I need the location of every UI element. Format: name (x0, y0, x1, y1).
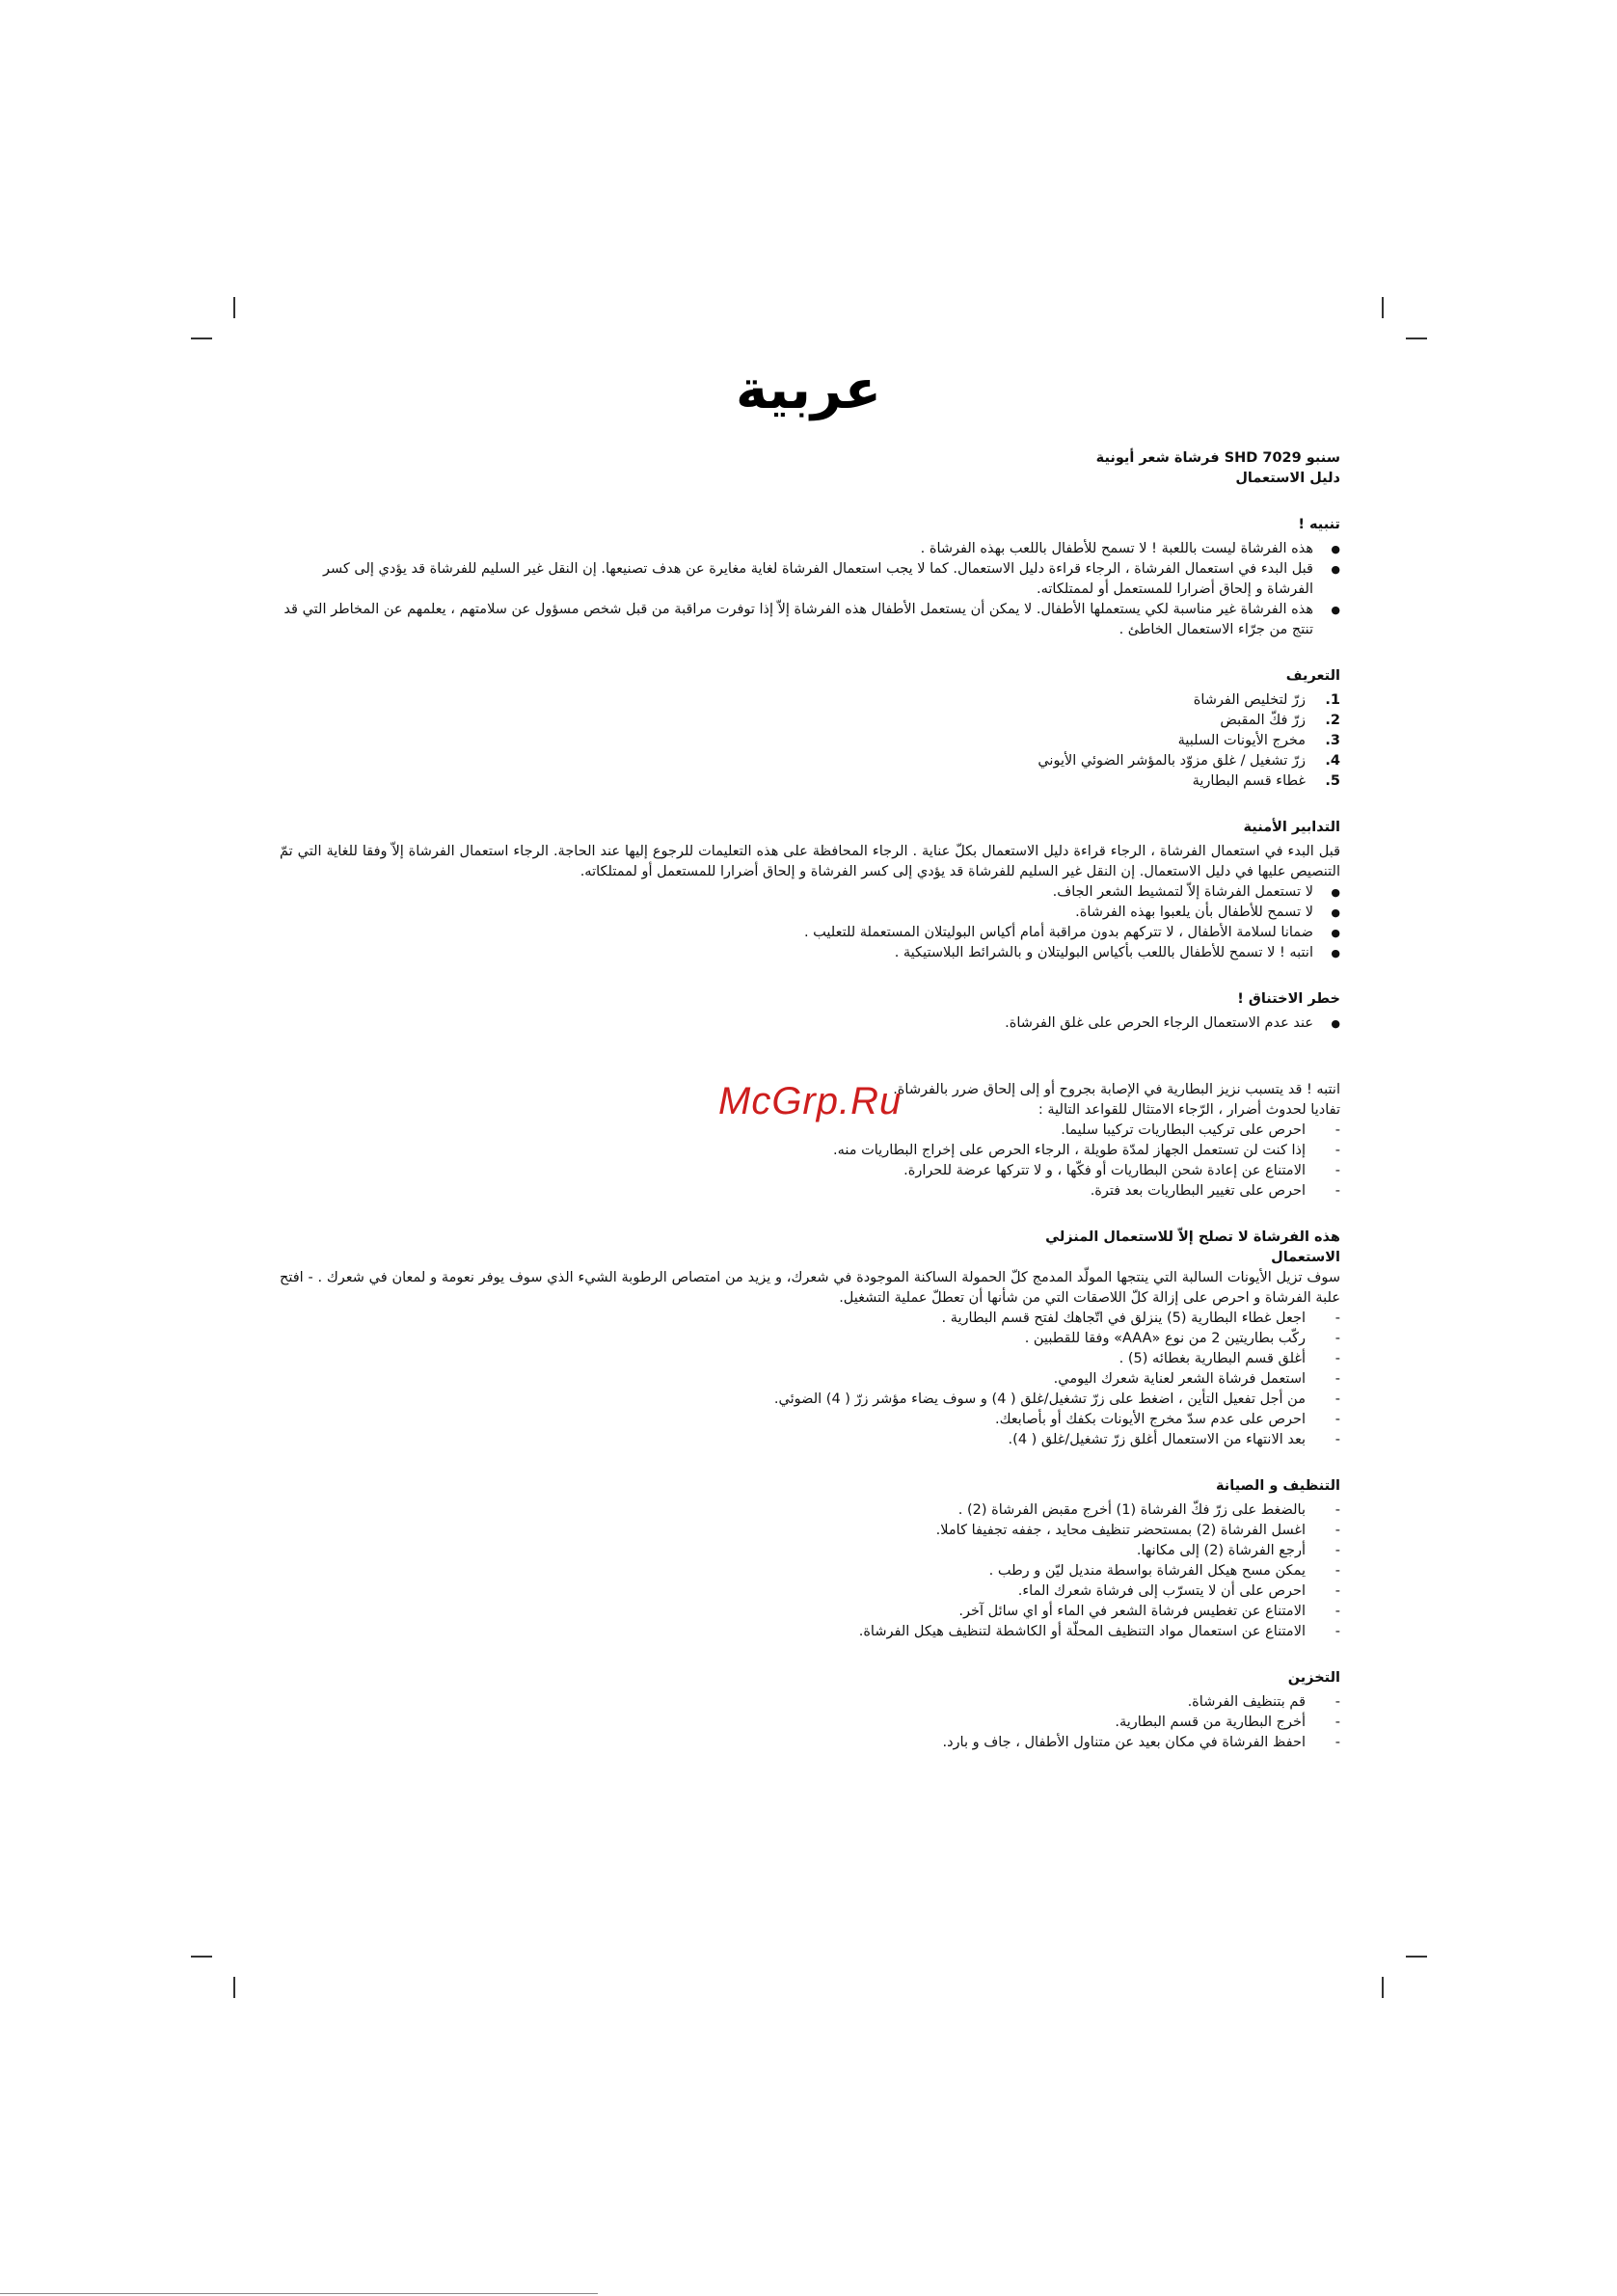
list-item (280, 751, 1340, 771)
usage-heading: الاستعمال (1271, 1250, 1340, 1265)
item-text: مخرج الأيونات السلبية (1177, 733, 1306, 748)
list-item: - احرص على تغيير البطاريات بعد فترة. (280, 1181, 1306, 1202)
choking-list (280, 1013, 1340, 1034)
crop-mark-bottom-right-vertical (1382, 1977, 1384, 1998)
list-item: - يمكن مسح هيكل الفرشاة بواسطة منديل ليّن و رطب . (280, 1561, 1306, 1581)
item-number: 2. (1325, 713, 1340, 728)
warning-list (280, 539, 1340, 640)
list-item: - بالضغط على زرّ فكّ الفرشاة (1) أخرج مقبض الفرشاة (2) . (280, 1500, 1306, 1521)
list-item: - بعد الانتهاء من الاستعمال أغلق زرّ تشغيل/غلق ( 4). (280, 1430, 1306, 1450)
list-item: - استعمل فرشاة الشعر لعناية شعرك اليومي. (280, 1369, 1306, 1390)
cleaning-heading: التنظيف و الصيانة (1216, 1478, 1340, 1494)
list-item: ● عند عدم الاستعمال الرجاء الحرص على غلق الفرشاة. (280, 1013, 1313, 1034)
cleaning-section (280, 1476, 1340, 1642)
list-item: - أغلق قسم البطارية بغطائه (5) . (280, 1349, 1306, 1369)
list-item: ● هذه الفرشاة غير مناسبة لكي يستعملها الأطفال. لا يمكن أن يستعمل الأطفال هذه الفرشاة إلاّ إذا توفرت مراقبة من قبل شخص مسؤول عن سلامتهم ، يعلمهم عن المخاطر التي قد تنتج من جرّاء الاستعمال الخاطئ . (280, 600, 1313, 640)
safety-section (280, 818, 1340, 963)
manual-subtitle: دليل الاستعمال (1235, 471, 1340, 486)
choking-section (280, 989, 1340, 1034)
list-item: - أرجع الفرشاة (2) إلى مكانها. (280, 1541, 1306, 1561)
list-item: ● لا تستعمل الفرشاة إلاّ لتمشيط الشعر الجاف. (280, 882, 1313, 903)
product-title: سنبو SHD 7029 فرشاة شعر أيونية (1095, 450, 1340, 466)
crop-mark-top-left-horizontal (191, 338, 212, 339)
definition-section (280, 666, 1340, 792)
storage-list (280, 1692, 1340, 1753)
cleaning-list (280, 1500, 1340, 1642)
page-title: عربية (736, 359, 881, 421)
list-item: - احرص على تركيب البطاريات تركيبا سليما. (280, 1121, 1306, 1141)
usage-section (280, 1228, 1340, 1450)
item-number: 3. (1325, 733, 1340, 748)
list-item: - قم بتنظيف الفرشاة. (280, 1692, 1306, 1713)
battery-rules-intro: تفاديا لحدوث أضرار ، الرّجاء الامتثال للقواعد التالية : (1038, 1102, 1340, 1118)
list-item: - إذا كنت لن تستعمل الجهاز لمدّة طويلة ، الرجاء الحرص على إخراج البطاريات منه. (280, 1141, 1306, 1161)
list-item (280, 690, 1340, 711)
list-item: - احفظ الفرشاة في مكان بعيد عن متناول الأطفال ، جاف و بارد. (280, 1733, 1306, 1753)
item-text: زرّ فكّ المقبض (1220, 713, 1306, 728)
usage-intro: سوف تزيل الأيونات السالبة التي ينتجها المولّد المدمج كلّ الحمولة الساكنة الموجودة في شعرك، و يزيد من امتصاص الرطوبة الشيء الذي سوف يوفر نعومة و لمعان في شعرك . - افتح علبة الفرشاة و احرص على إزالة كلّ اللاصقات التي من شأنها أن تعطلّ عملية التشغيل. (280, 1270, 1340, 1306)
crop-mark-top-right-horizontal (1406, 338, 1427, 339)
item-number: 4. (1325, 753, 1340, 769)
list-item: - من أجل تفعيل التأين ، اضغط على زرّ تشغيل/غلق ( 4) و سوف يضاء مؤشر زرّ ( 4) الضوئي. (766, 1390, 1306, 1410)
definition-heading: التعريف (1285, 668, 1340, 684)
list-item: ● قبل البدء في استعمال الفرشاة ، الرجاء قراءة دليل الاستعمال. كما لا يجب استعمال الفرشاة لغاية مغايرة عن هدف تصنيعها. إن النقل غير السليم للفرشاة قد يؤدي إلى كسر الفرشاة و إلحاق أضرارا للمستعمل أو لممتلكاته. (280, 559, 1313, 600)
list-item: - ركّب بطاريتين 2 من نوع «AAA» وفقا للقطبين . (280, 1329, 1306, 1349)
item-text: زرّ لتخليص الفرشاة (1193, 692, 1306, 708)
watermark-logo: McGrp.Ru (718, 1080, 903, 1122)
list-item (280, 731, 1340, 751)
warning-section (280, 515, 1340, 640)
list-item: - اغسل الفرشاة (2) بمستحضر تنظيف محايد ، جففه تجفيفا كاملا. (280, 1521, 1306, 1541)
document-header (280, 448, 1340, 489)
list-item: - احرص على أن لا يتسرّب إلى فرشاة شعرك الماء. (280, 1581, 1306, 1602)
item-number: 1. (1325, 692, 1340, 708)
crop-mark-bottom-left-vertical (233, 1977, 235, 1998)
footer-rule (0, 2293, 598, 2294)
choking-heading: خطر الاختناق ! (1237, 991, 1340, 1007)
list-item: - اجعل غطاء البطارية (5) ينزلق في اتّجاهك لفتح قسم البطارية . (280, 1309, 1306, 1329)
safety-intro: قبل البدء في استعمال الفرشاة ، الرجاء قراءة دليل الاستعمال بكلّ عناية . الرجاء المحافظة على هذه التعليمات للرجوع إليها عند الحاجة. الرجاء استعمال الفرشاة إلاّ وفقا للغاية التي تمّ التنصيص عليها في دليل الاستعمال. إن النقل غير السليم للفرشاة قد يؤدي إلى كسر الفرشاة و إلحاق أضرارا للمستعمل أو لممتلكاته. (280, 844, 1340, 879)
crop-mark-bottom-right-horizontal (1406, 1956, 1427, 1958)
list-item (280, 771, 1340, 792)
safety-list (280, 882, 1340, 963)
list-item: - الامتناع عن استعمال مواد التنظيف المحلّة أو الكاشطة لتنظيف هيكل الفرشاة. (280, 1622, 1306, 1642)
definition-list (280, 690, 1340, 792)
list-item (280, 711, 1340, 731)
household-heading: هذه الفرشاة لا تصلح إلاّ للاستعمال المنزلي (1045, 1229, 1340, 1245)
item-number: 5. (1325, 773, 1340, 789)
list-item: ● هذه الفرشاة ليست باللعبة ! لا تسمح للأطفال باللعب بهذه الفرشاة . (280, 539, 1313, 559)
storage-heading: التخزين (1287, 1670, 1340, 1686)
battery-list (280, 1121, 1340, 1202)
list-item: - أخرج البطارية من قسم البطارية. (280, 1713, 1306, 1733)
crop-mark-top-right-vertical (1382, 297, 1384, 318)
list-item: ● ضمانا لسلامة الأطفال ، لا تتركهم بدون مراقبة أمام أكياس البوليتلان المستعملة للتعليب . (280, 923, 1313, 943)
list-item: ● انتبه ! لا تسمح للأطفال باللعب بأكياس البوليتلان و بالشرائط البلاستيكية . (280, 943, 1313, 963)
storage-section (280, 1668, 1340, 1753)
safety-heading: التدابير الأمنية (1243, 820, 1340, 835)
item-text: زرّ تشغيل / غلق مزوّد بالمؤشر الضوئي الأيوني (1038, 753, 1306, 769)
list-item: - الامتناع عن إعادة شحن البطاريات أو فكّها ، و لا تتركها عرضة للحرارة. (280, 1161, 1306, 1181)
warning-heading: تنبيه ! (1298, 517, 1340, 532)
battery-warning: انتبه ! قد يتسبب نزيز البطارية في الإصابة بجروح أو إلى إلحاق ضرر بالفرشاة. (893, 1082, 1340, 1097)
list-item: - احرص على عدم سدّ مخرج الأيونات بكفك أو بأصابعك. (280, 1410, 1306, 1430)
list-item: ● لا تسمح للأطفال بأن يلعبوا بهذه الفرشاة. (280, 903, 1313, 923)
crop-mark-top-left-vertical (233, 297, 235, 318)
usage-list (280, 1309, 1340, 1450)
crop-mark-bottom-left-horizontal (191, 1956, 212, 1958)
item-text: غطاء قسم البطارية (1192, 773, 1306, 789)
list-item: - الامتناع عن تغطيس فرشاة الشعر في الماء أو اي سائل آخر. (280, 1602, 1306, 1622)
